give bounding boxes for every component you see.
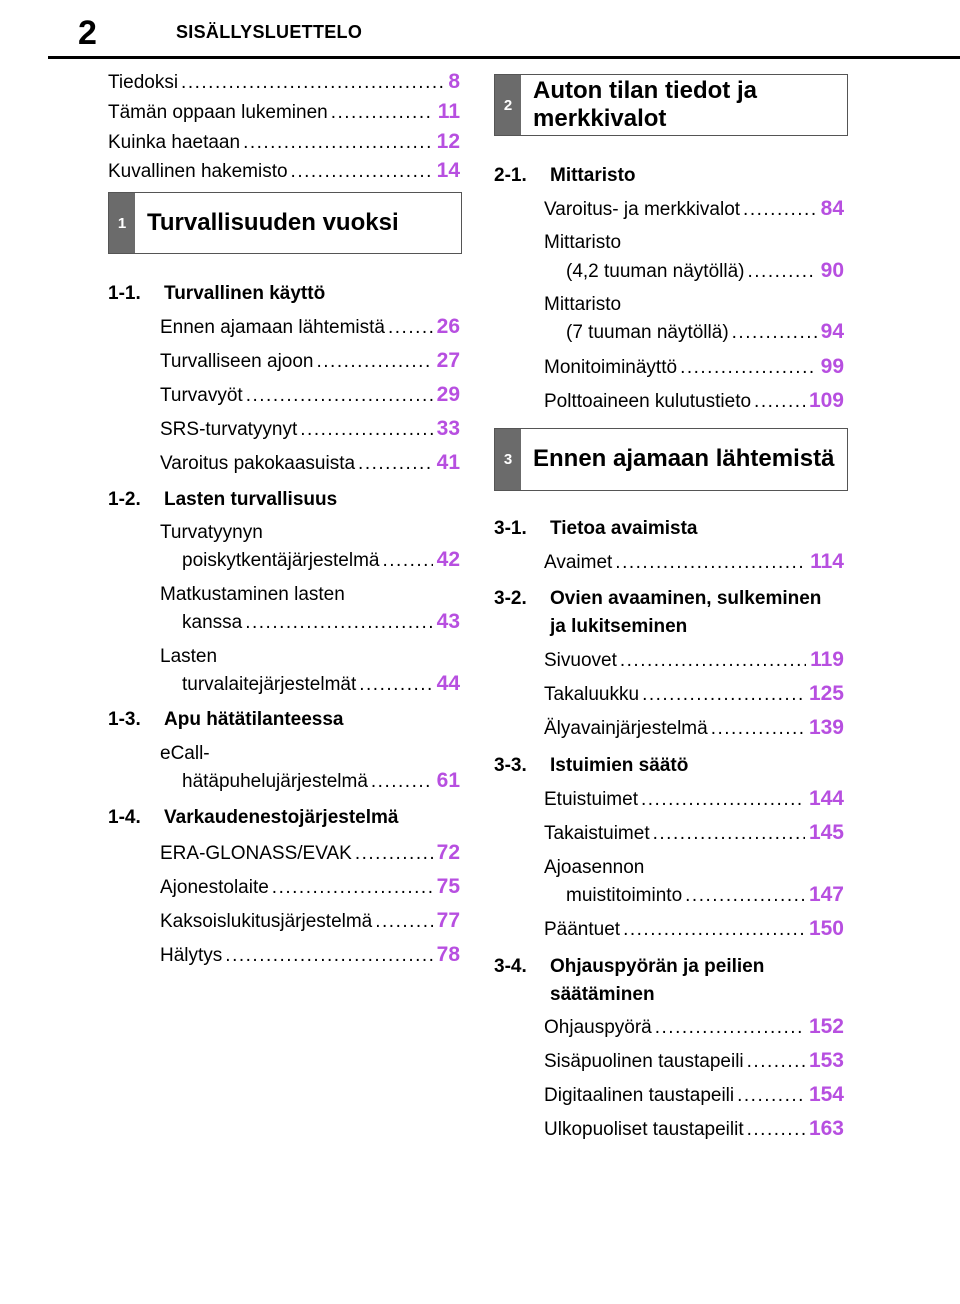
chapter-number-tab: 2 <box>495 75 521 135</box>
section-title: Ovien avaaminen, sulkeminen <box>550 588 822 609</box>
toc-entry-title: Etuistuimet <box>544 789 638 810</box>
toc-page-link[interactable]: 26 <box>436 315 460 338</box>
toc-entry[interactable] <box>544 1117 844 1142</box>
leader-dots <box>732 321 817 345</box>
chapter-2-box[interactable] <box>494 74 848 136</box>
toc-page-link[interactable]: 119 <box>810 648 844 671</box>
toc-entry[interactable] <box>544 1015 844 1040</box>
chapter-number-tab: 3 <box>495 429 521 490</box>
toc-entry-title: Ajonestolaite <box>160 877 269 898</box>
toc-page-link[interactable]: 27 <box>436 349 460 372</box>
leader-dots <box>245 611 432 635</box>
toc-page-link[interactable]: 11 <box>437 100 460 123</box>
leader-dots <box>355 842 433 866</box>
section-title: Varkaudenestojärjestelmä <box>164 807 399 828</box>
section-number: 1-1. <box>108 283 141 304</box>
toc-entry-title: Varoitus pakokaasuista <box>160 453 356 474</box>
toc-entry-oppaan-lukeminen[interactable] <box>108 100 460 125</box>
leader-dots <box>653 822 805 846</box>
toc-entry[interactable] <box>544 197 844 222</box>
toc-entry[interactable] <box>160 909 460 934</box>
toc-entry-title: SRS-turvatyynyt <box>160 419 298 440</box>
section-title: Lasten turvallisuus <box>164 489 338 510</box>
toc-entry-title: hätäpuhelujärjestelmä <box>182 771 368 792</box>
toc-page-link[interactable]: 90 <box>820 259 844 282</box>
section-heading <box>494 164 636 188</box>
toc-page-link[interactable]: 33 <box>436 417 460 440</box>
leader-dots <box>358 452 433 476</box>
chapter-title <box>533 77 839 133</box>
toc-entry[interactable] <box>160 841 460 866</box>
toc-entry-title: Turvalliseen ajoon <box>160 351 314 372</box>
toc-page-link[interactable]: 72 <box>436 841 460 864</box>
toc-page-link[interactable]: 75 <box>436 875 460 898</box>
leader-dots <box>272 876 433 900</box>
section-heading <box>108 282 325 306</box>
leader-dots <box>711 717 805 741</box>
toc-entry-kuvallinen-hakemisto[interactable] <box>108 159 460 184</box>
toc-entry-title: Digitaalinen taustapeili <box>544 1085 735 1106</box>
section-number: 1-4. <box>108 807 141 828</box>
toc-entry[interactable] <box>160 943 460 968</box>
leader-dots <box>331 101 434 125</box>
toc-entry[interactable] <box>544 787 844 812</box>
toc-page-link[interactable]: 78 <box>436 943 460 966</box>
section-number: 3-2. <box>494 588 527 609</box>
toc-entry-kuinka-haetaan[interactable] <box>108 130 460 155</box>
toc-entry-title: Sisäpuolinen taustapeili <box>544 1051 744 1072</box>
leader-dots <box>181 71 444 95</box>
chapter-title-line2: merkkivalot <box>533 105 667 132</box>
leader-dots <box>641 788 805 812</box>
leader-dots <box>291 160 433 184</box>
page-header <box>0 0 960 62</box>
toc-entry[interactable] <box>566 320 844 345</box>
toc-entry[interactable] <box>544 682 844 707</box>
toc-page-link[interactable]: 14 <box>436 159 460 182</box>
toc-entry-line1: Mittaristo <box>544 232 622 253</box>
leader-dots <box>655 1016 805 1040</box>
toc-entry-line1: Mittaristo <box>544 294 622 315</box>
section-title: Ohjauspyörän ja peilien <box>550 956 765 977</box>
toc-page-link[interactable]: 114 <box>810 550 844 573</box>
toc-page-link[interactable]: 145 <box>808 821 844 844</box>
toc-entry-title: Hälytys <box>160 945 223 966</box>
toc-entry[interactable] <box>160 417 460 442</box>
toc-entry-tiedoksi[interactable] <box>108 70 460 95</box>
toc-entry-title: kanssa <box>182 612 243 633</box>
toc-entry[interactable] <box>544 355 844 380</box>
toc-page-link[interactable]: 29 <box>436 383 460 406</box>
leader-dots <box>382 549 432 573</box>
chapter-title: Turvallisuuden vuoksi <box>147 209 399 236</box>
toc-entry-line1: Lasten <box>160 646 218 667</box>
section-heading <box>108 708 344 732</box>
leader-dots <box>623 918 805 942</box>
toc-entry-title: ERA-GLONASS/EVAK <box>160 843 352 864</box>
toc-entry[interactable] <box>544 716 844 741</box>
section-number: 3-4. <box>494 956 527 977</box>
leader-dots <box>748 260 817 284</box>
leader-dots <box>747 1118 805 1142</box>
toc-page-link[interactable]: 147 <box>808 883 844 906</box>
leader-dots <box>388 316 433 340</box>
section-number: 1-3. <box>108 709 141 730</box>
toc-entry[interactable] <box>566 259 844 284</box>
toc-entry[interactable] <box>544 1083 844 1108</box>
toc-entry-title: Varoitus- ja merkkivalot <box>544 199 741 220</box>
toc-entry-title: Pääntuet <box>544 919 621 940</box>
section-title: Turvallinen käyttö <box>164 283 326 304</box>
toc-entry[interactable] <box>182 769 460 794</box>
toc-page-link[interactable]: 144 <box>808 787 844 810</box>
toc-page-link[interactable]: 8 <box>448 70 460 93</box>
section-title: Tietoa avaimista <box>550 518 698 539</box>
toc-entry[interactable] <box>544 821 844 846</box>
toc-entry-title: Sivuovet <box>544 650 617 671</box>
toc-entry[interactable] <box>160 383 460 408</box>
toc-page-link[interactable]: 61 <box>436 769 460 792</box>
section-heading <box>494 587 821 611</box>
toc-entry-title: Kuvallinen hakemisto <box>108 161 288 182</box>
section-title: Istuimien säätö <box>550 755 689 776</box>
toc-page-link[interactable]: 152 <box>808 1015 844 1038</box>
toc-entry[interactable] <box>160 451 460 476</box>
toc-entry[interactable] <box>566 883 844 908</box>
toc-page-link[interactable]: 99 <box>820 355 844 378</box>
leader-dots <box>225 944 432 968</box>
toc-entry[interactable] <box>160 349 460 374</box>
toc-entry-title: (7 tuuman näytöllä) <box>566 322 729 343</box>
leader-dots <box>375 910 432 934</box>
section-title-line2: ja lukitseminen <box>550 616 688 637</box>
toc-entry[interactable] <box>182 672 460 697</box>
toc-page-link[interactable]: 41 <box>436 451 460 474</box>
toc-entry-title: turvalaitejärjestelmät <box>182 674 357 695</box>
toc-entry[interactable] <box>160 875 460 900</box>
chapter-3-box[interactable] <box>494 428 848 491</box>
toc-entry-line1: Ajoasennon <box>544 857 645 878</box>
page-title: SISÄLLYSLUETTELO <box>176 22 363 42</box>
toc-entry-title: Ohjauspyörä <box>544 1017 652 1038</box>
leader-dots <box>747 1050 805 1074</box>
toc-page-link[interactable]: 77 <box>436 909 460 932</box>
chapter-1-box[interactable] <box>108 192 462 254</box>
toc-page-link[interactable]: 154 <box>808 1083 844 1106</box>
toc-entry[interactable] <box>544 648 844 673</box>
toc-entry-title: Takaluukku <box>544 684 640 705</box>
toc-page-link[interactable]: 43 <box>436 610 460 633</box>
toc-entry[interactable] <box>160 315 460 340</box>
leader-dots <box>246 384 433 408</box>
leader-dots <box>615 551 806 575</box>
toc-page-link[interactable]: 109 <box>808 389 844 412</box>
leader-dots <box>300 418 432 442</box>
section-heading <box>494 754 688 778</box>
toc-entry-title: Älyavainjärjestelmä <box>544 718 708 739</box>
section-title: Apu hätätilanteessa <box>164 709 344 730</box>
toc-entry-title: Takaistuimet <box>544 823 650 844</box>
section-number: 2-1. <box>494 165 527 186</box>
leader-dots <box>317 350 433 374</box>
toc-entry[interactable] <box>182 548 460 573</box>
leader-dots <box>754 390 805 414</box>
toc-page-link[interactable]: 163 <box>808 1117 844 1140</box>
toc-entry-title: Tiedoksi <box>108 72 179 93</box>
toc-entry-title: Turvavyöt <box>160 385 243 406</box>
leader-dots <box>737 1084 805 1108</box>
chapter-number-tab: 1 <box>109 193 135 253</box>
section-number: 3-1. <box>494 518 527 539</box>
toc-page-link[interactable]: 42 <box>436 548 460 571</box>
toc-page-link[interactable]: 153 <box>808 1049 844 1072</box>
toc-entry-title: Ulkopuoliset taustapeilit <box>544 1119 744 1140</box>
toc-entry[interactable] <box>182 610 460 635</box>
toc-entry-title: Kuinka haetaan <box>108 132 241 153</box>
section-heading <box>108 806 398 830</box>
leader-dots <box>359 673 432 697</box>
leader-dots <box>642 683 805 707</box>
section-heading <box>494 955 764 979</box>
section-title: Mittaristo <box>550 165 636 186</box>
chapter-title: Ennen ajamaan lähtemistä <box>533 445 835 472</box>
toc-entry[interactable] <box>544 389 844 414</box>
toc-page-link[interactable]: 84 <box>820 197 844 220</box>
toc-entry-line1: Turvatyynyn <box>160 522 263 543</box>
section-heading <box>108 488 337 512</box>
leader-dots <box>680 356 817 380</box>
section-title-line2: säätäminen <box>550 984 655 1005</box>
toc-page-link[interactable]: 94 <box>820 320 844 343</box>
toc-entry[interactable] <box>544 1049 844 1074</box>
toc-page-link[interactable]: 125 <box>808 682 844 705</box>
header-rule <box>48 56 960 59</box>
toc-entry-title: muistitoiminto <box>566 885 683 906</box>
toc-page-link[interactable]: 12 <box>436 130 460 153</box>
toc-entry-title: (4,2 tuuman näytöllä) <box>566 261 745 282</box>
toc-entry[interactable] <box>544 917 844 942</box>
toc-entry-title: Monitoiminäyttö <box>544 357 678 378</box>
toc-entry-title: Avaimet <box>544 552 613 573</box>
toc-entry-title: Ennen ajamaan lähtemistä <box>160 317 385 338</box>
toc-entry-line1: Matkustaminen lasten <box>160 584 345 605</box>
toc-entry-line1: eCall- <box>160 743 210 764</box>
section-number: 3-3. <box>494 755 527 776</box>
toc-entry-title: Tämän oppaan lukeminen <box>108 102 328 123</box>
page-number: 2 <box>78 14 97 52</box>
leader-dots <box>620 649 806 673</box>
section-heading <box>494 517 698 541</box>
toc-entry-title: poiskytkentäjärjestelmä <box>182 550 380 571</box>
chapter-title-line1: Auton tilan tiedot ja <box>533 77 757 104</box>
leader-dots <box>685 884 805 908</box>
leader-dots <box>371 770 433 794</box>
toc-entry-title: Polttoaineen kulutustieto <box>544 391 752 412</box>
section-number: 1-2. <box>108 489 141 510</box>
leader-dots <box>743 198 817 222</box>
toc-page-link[interactable]: 150 <box>808 917 844 940</box>
toc-page-link[interactable]: 44 <box>436 672 460 695</box>
leader-dots <box>243 131 433 155</box>
toc-entry[interactable] <box>544 550 844 575</box>
toc-entry-title: Kaksoislukitusjärjestelmä <box>160 911 373 932</box>
toc-page-link[interactable]: 139 <box>808 716 844 739</box>
